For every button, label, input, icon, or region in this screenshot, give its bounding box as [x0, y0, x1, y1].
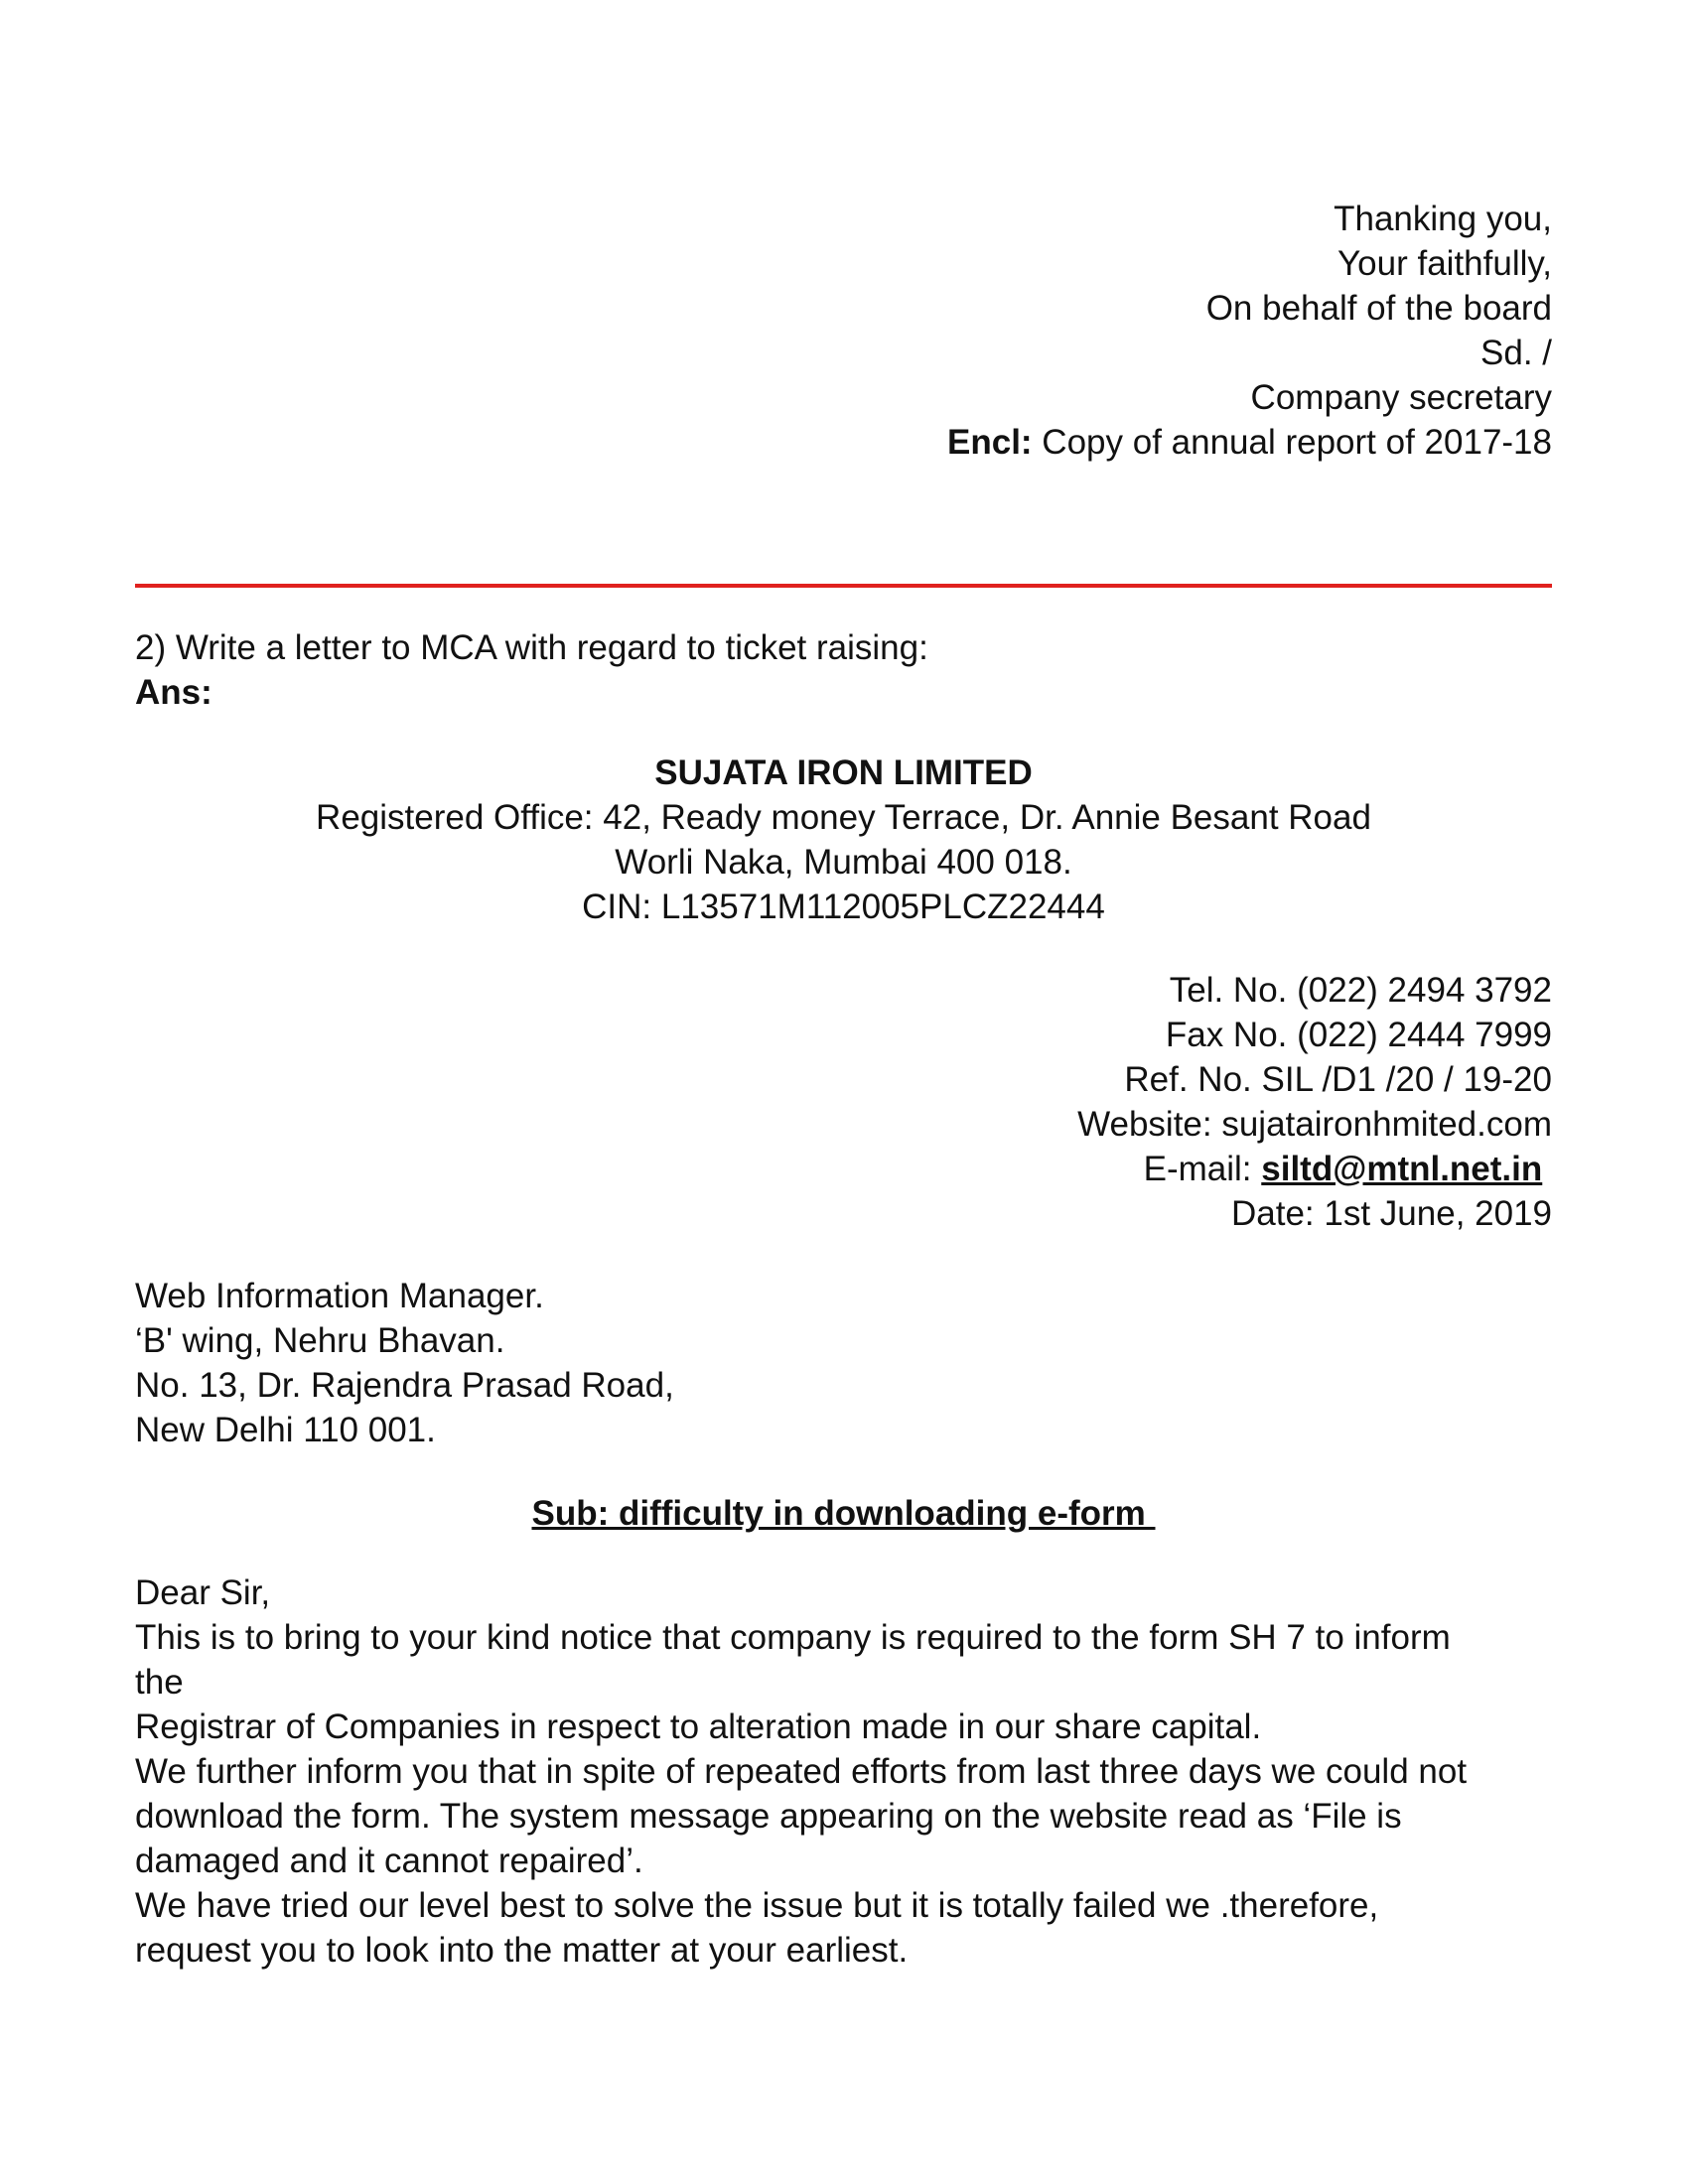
company-cin: CIN: L13571M112005PLCZ22444 [582, 887, 1105, 926]
question-text: 2) Write a letter to MCA with regard to ticket raising: [135, 628, 928, 667]
body-line: request you to look into the matter at your earliest. [135, 1931, 909, 1970]
contact-details [658, 968, 1552, 1236]
subject-line: Sub: difficulty in downloading e-form [531, 1494, 1156, 1533]
body-line: download the form. The system message appearing on the website read as ‘File is [135, 1797, 1402, 1836]
recipient-line2: ‘B' wing, Nehru Bhavan. [135, 1321, 505, 1360]
salutation: Dear Sir, [135, 1573, 271, 1612]
recipient-line3: No. 13, Dr. Rajendra Prasad Road, [135, 1366, 674, 1405]
body-line: This is to bring to your kind notice that company is required to the form SH 7 to inform [135, 1618, 1451, 1657]
recipient-address [135, 1274, 1327, 1452]
previous-letter-closing [658, 197, 1552, 465]
question-block [135, 625, 1552, 715]
email-link[interactable]: siltd@mtnl.net.in [1261, 1150, 1543, 1188]
company-name: SUJATA IRON LIMITED [654, 753, 1033, 792]
answer-label: Ans: [135, 673, 212, 712]
body-line: the [135, 1663, 184, 1702]
company-address-line1: Registered Office: 42, Ready money Terrace, Dr. Annie Besant Road [316, 798, 1371, 837]
contact-email [658, 1147, 1552, 1191]
contact-tel: Tel. No. (022) 2494 3792 [1169, 971, 1552, 1010]
body-line: We have tried our level best to solve the issue but it is totally failed we .therefore, [135, 1886, 1379, 1925]
body-line: Registrar of Companies in respect to alteration made in our share capital. [135, 1707, 1262, 1746]
closing-thanking: Thanking you, [1334, 200, 1552, 238]
company-address-line2: Worli Naka, Mumbai 400 018. [615, 843, 1072, 882]
letterhead [135, 751, 1552, 929]
closing-sd: Sd. / [1480, 334, 1552, 372]
recipient-line4: New Delhi 110 001. [135, 1411, 436, 1449]
closing-secretary: Company secretary [1250, 378, 1552, 417]
enclosure-line [658, 420, 1552, 465]
encl-label: Encl: [947, 423, 1033, 462]
email-label: E-mail: [1143, 1150, 1262, 1188]
encl-text: Copy of annual report of 2017-18 [1032, 423, 1552, 462]
recipient-line1: Web Information Manager. [135, 1277, 544, 1315]
body-line: damaged and it cannot repaired’. [135, 1842, 643, 1880]
contact-fax: Fax No. (022) 2444 7999 [1165, 1016, 1552, 1054]
letter-body [135, 1570, 1555, 1973]
section-divider [135, 584, 1552, 588]
closing-faithfully: Your faithfully, [1337, 244, 1552, 283]
closing-behalf: On behalf of the board [1205, 289, 1552, 328]
body-line: We further inform you that in spite of repeated efforts from last three days we could not [135, 1752, 1468, 1791]
contact-date: Date: 1st June, 2019 [1231, 1194, 1552, 1233]
contact-website: Website: sujataironhmited.com [1077, 1105, 1552, 1144]
contact-ref: Ref. No. SIL /D1 /20 / 19-20 [1124, 1060, 1552, 1099]
